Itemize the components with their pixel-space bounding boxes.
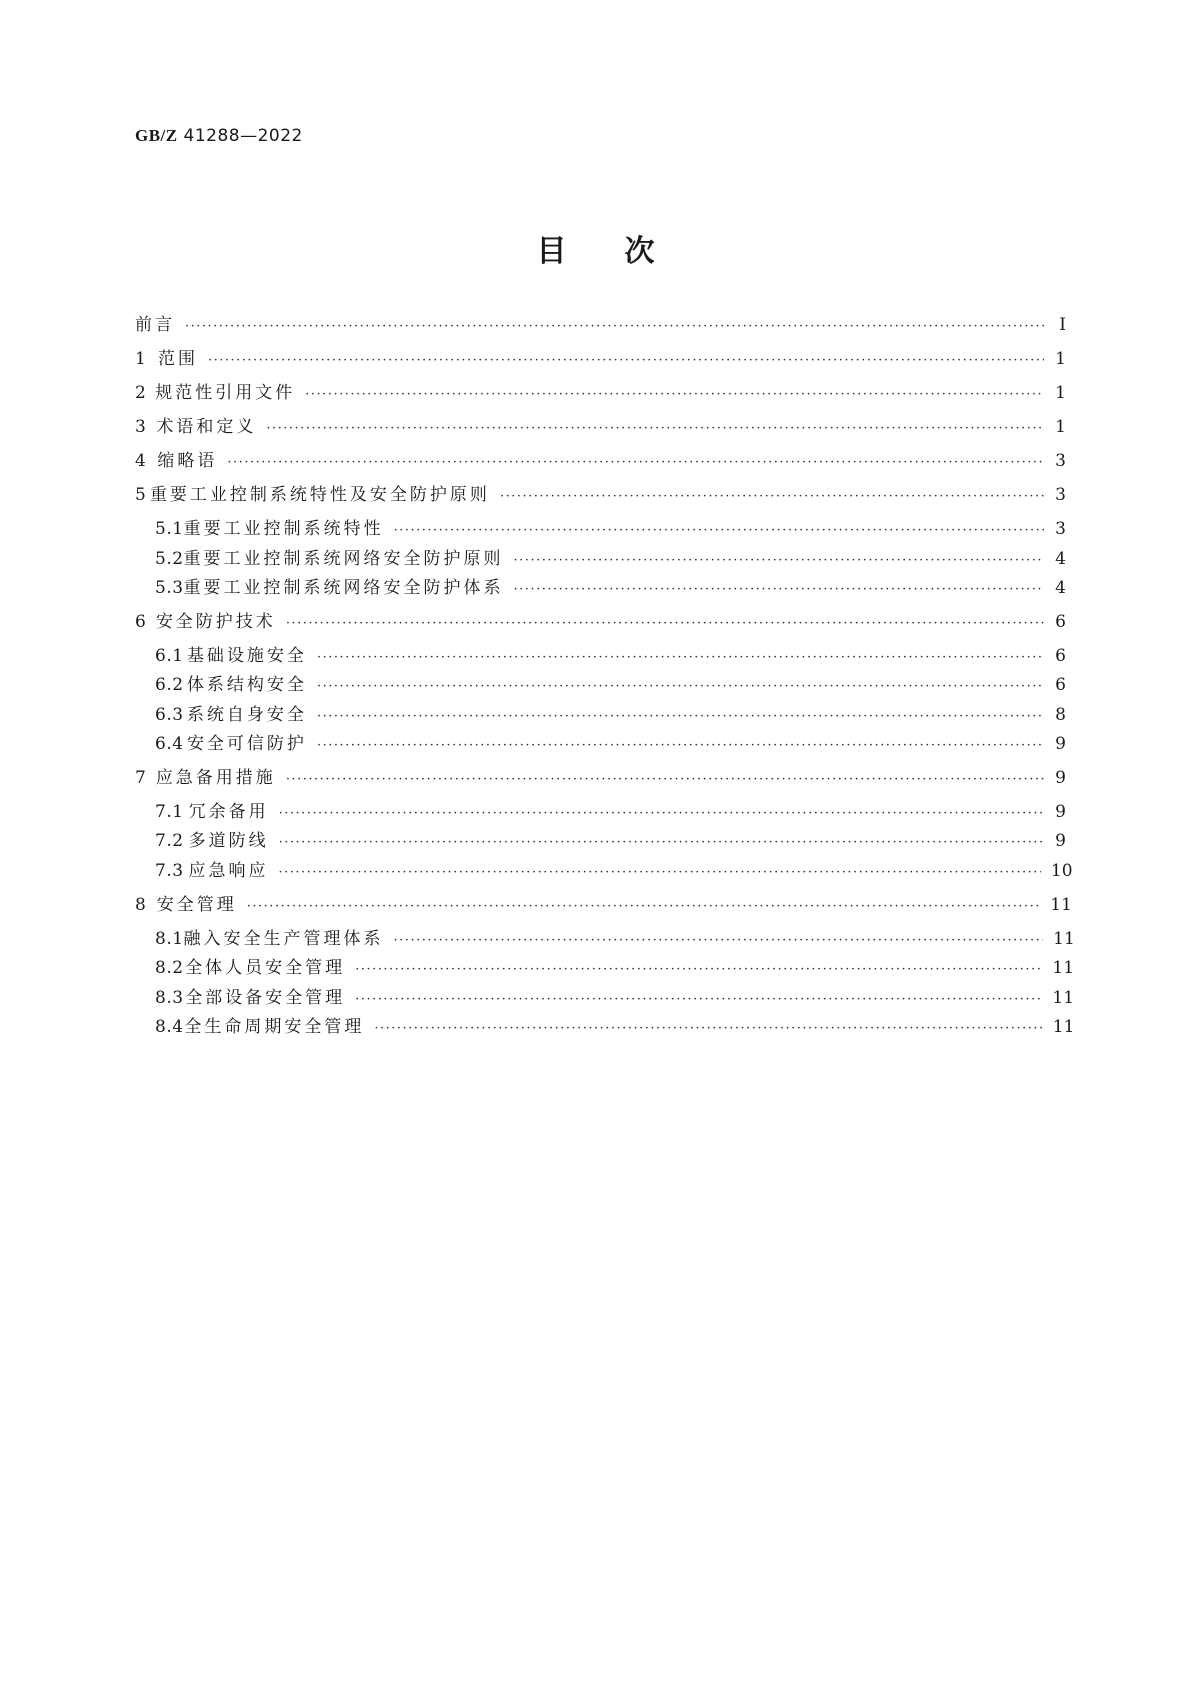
toc-number: 2	[135, 383, 147, 403]
toc-page-number: 9	[1055, 768, 1066, 788]
toc-label: 多道防线	[188, 831, 269, 851]
toc-dot-leader	[266, 421, 1044, 436]
toc-label: 重要工业控制系统特性及安全防护原则	[149, 485, 490, 505]
toc-label: 安全管理	[156, 895, 237, 915]
toc-page-number: 1	[1055, 383, 1066, 403]
toc-dot-leader	[394, 933, 1044, 948]
toc-entry[interactable]	[155, 797, 1066, 821]
toc-page-number: 11	[1052, 988, 1075, 1008]
toc-dot-leader	[286, 772, 1044, 787]
toc-dot-leader	[227, 455, 1044, 470]
toc-number: 8.2	[155, 958, 184, 978]
toc-page-number: Ⅰ	[1059, 315, 1066, 335]
toc-label: 应急响应	[188, 861, 269, 881]
toc-dot-leader	[247, 899, 1041, 914]
toc-number: 6.2	[155, 675, 184, 695]
toc-label: 全部设备安全管理	[185, 988, 346, 1008]
toc-number: 8	[135, 895, 147, 915]
toc-page-number: 3	[1055, 519, 1066, 539]
toc-number: 8.1	[155, 929, 184, 949]
toc-dot-leader	[208, 353, 1044, 368]
toc-entry[interactable]	[135, 890, 1072, 915]
toc-dot-leader	[394, 523, 1044, 538]
toc-page-number: 3	[1055, 485, 1066, 505]
toc-page-number: 1	[1055, 417, 1066, 437]
toc-number: 6.4	[155, 734, 184, 754]
toc-dot-leader	[278, 865, 1040, 880]
toc-entry[interactable]	[135, 344, 1066, 368]
toc-label: 融入安全生产管理体系	[183, 929, 384, 949]
toc-entry[interactable]	[155, 953, 1075, 978]
toc-dot-leader	[185, 319, 1044, 334]
toc-dot-leader	[279, 835, 1044, 850]
toc-number: 7.2	[155, 831, 184, 851]
toc-page-number: 1	[1055, 349, 1066, 369]
toc-label: 重要工业控制系统特性	[183, 519, 384, 539]
toc-entry[interactable]	[155, 573, 1066, 597]
toc-entry[interactable]	[155, 514, 1066, 538]
document-code-number: 41288—2022	[177, 126, 303, 146]
toc-label: 范围	[157, 349, 198, 369]
toc-label: 前言	[135, 315, 175, 335]
page-title: 目次	[536, 234, 713, 269]
toc-number: 1	[135, 349, 147, 369]
toc-dot-leader	[355, 992, 1042, 1007]
toc-entry[interactable]	[135, 480, 1066, 504]
toc-label: 缩略语	[157, 451, 218, 471]
toc-entry[interactable]	[135, 607, 1066, 631]
document-code	[135, 126, 303, 146]
toc-dot-leader	[279, 806, 1044, 821]
toc-page-number: 6	[1055, 675, 1066, 695]
toc-page-number: 9	[1055, 831, 1066, 851]
toc-entry[interactable]	[155, 924, 1075, 949]
toc-label: 冗余备用	[188, 802, 269, 822]
toc-label: 全体人员安全管理	[185, 958, 346, 978]
toc-label: 基础设施安全	[186, 646, 307, 666]
toc-dot-leader	[317, 679, 1044, 694]
toc-number: 3	[135, 417, 147, 437]
toc-label: 安全防护技术	[155, 612, 276, 632]
toc-label: 术语和定义	[156, 417, 257, 437]
toc-page-number: 3	[1055, 451, 1066, 471]
toc-number: 5.1	[155, 519, 184, 539]
toc-label: 系统自身安全	[186, 705, 307, 725]
toc-number: 7.3	[155, 861, 184, 881]
toc-dot-leader	[317, 709, 1044, 724]
toc-number: 5.2	[155, 549, 184, 569]
toc-page-number: 10	[1050, 861, 1073, 881]
toc-entry[interactable]	[155, 700, 1066, 724]
toc-label: 全生命周期安全管理	[184, 1017, 365, 1037]
toc-number: 5	[135, 485, 147, 505]
toc-entry[interactable]	[155, 983, 1075, 1008]
toc-entry[interactable]	[155, 856, 1073, 881]
toc-page-number: 11	[1050, 895, 1072, 915]
toc-label: 安全可信防护	[186, 734, 307, 754]
toc-dot-leader	[500, 489, 1044, 504]
toc-number: 6	[135, 612, 147, 632]
toc-label: 重要工业控制系统网络安全防护原则	[183, 549, 504, 569]
toc-entry[interactable]	[135, 412, 1066, 436]
toc-entry[interactable]	[135, 763, 1066, 787]
toc-page-number: 4	[1055, 549, 1066, 569]
toc-label: 规范性引用文件	[155, 383, 296, 403]
toc-label: 应急备用措施	[155, 768, 276, 788]
toc-page-number: 11	[1052, 1017, 1075, 1037]
toc-entry[interactable]	[155, 670, 1066, 694]
toc-dot-leader	[514, 582, 1044, 597]
toc-entry[interactable]	[135, 310, 1066, 334]
document-code-prefix: GB/Z	[135, 126, 178, 145]
toc-label: 体系结构安全	[186, 675, 307, 695]
toc-page-number: 6	[1055, 646, 1066, 666]
toc-page-number: 4	[1055, 578, 1066, 598]
toc-entry[interactable]	[155, 729, 1066, 753]
toc-dot-leader	[305, 387, 1044, 402]
toc-page-number: 8	[1055, 705, 1066, 725]
toc-dot-leader	[317, 738, 1044, 753]
toc-number: 6.1	[155, 646, 184, 666]
toc-number: 7	[135, 768, 147, 788]
toc-page-number: 11	[1053, 929, 1075, 949]
toc-entry[interactable]	[135, 378, 1066, 402]
toc-entry[interactable]	[155, 544, 1066, 568]
toc-dot-leader	[514, 553, 1044, 568]
toc-entry[interactable]	[155, 1012, 1075, 1037]
toc-entry[interactable]	[155, 826, 1066, 850]
toc-dot-leader	[286, 616, 1044, 631]
toc-number: 4	[135, 451, 147, 471]
toc-dot-leader	[374, 1021, 1042, 1036]
toc-label: 重要工业控制系统网络安全防护体系	[183, 578, 504, 598]
toc-number: 8.4	[155, 1017, 184, 1037]
toc-number: 8.3	[155, 988, 184, 1008]
toc-page-number: 9	[1055, 734, 1066, 754]
toc-page-number: 11	[1052, 958, 1075, 978]
toc-dot-leader	[317, 650, 1044, 665]
toc-entry[interactable]	[135, 446, 1066, 470]
toc-number: 7.1	[155, 802, 184, 822]
toc-page-number: 6	[1055, 612, 1066, 632]
toc-page-number: 9	[1055, 802, 1066, 822]
toc-number: 5.3	[155, 578, 184, 598]
toc-number: 6.3	[155, 705, 184, 725]
toc-dot-leader	[355, 962, 1042, 977]
toc-entry[interactable]	[155, 641, 1066, 665]
